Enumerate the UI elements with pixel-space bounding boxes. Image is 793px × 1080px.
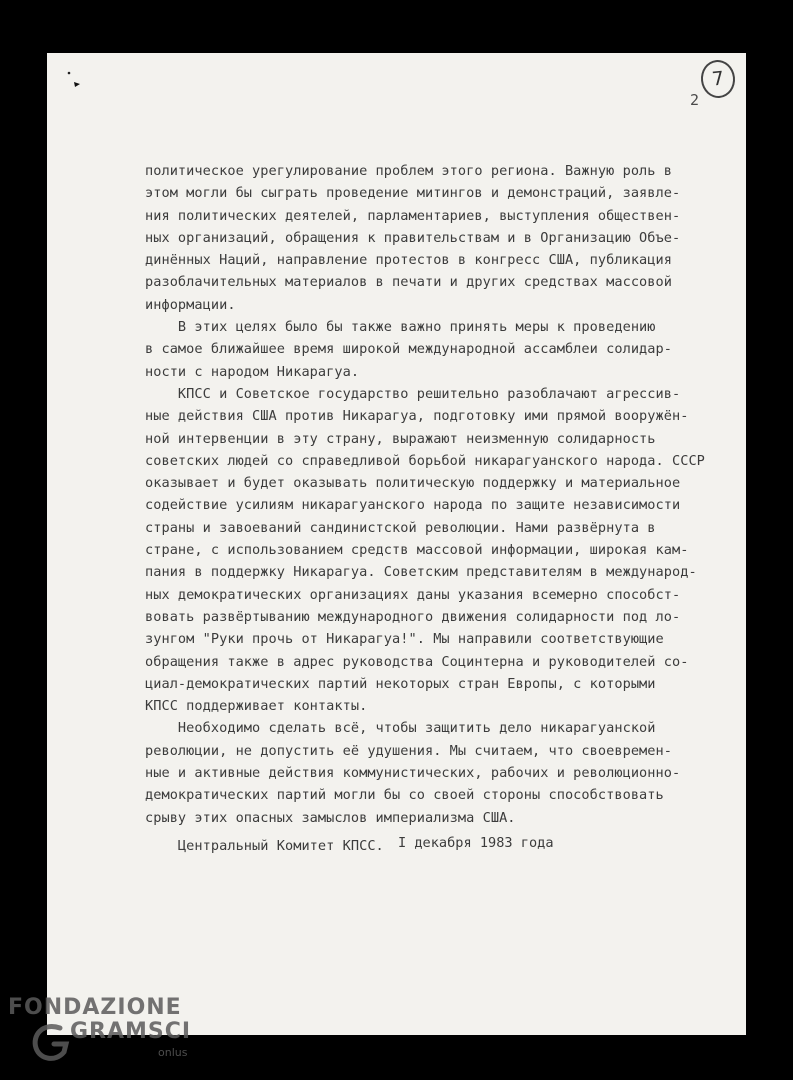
- body-line: пания в поддержку Никарагуа. Советским представителям в международ-: [145, 564, 697, 581]
- body-line: динённых Наций, направление протестов в конгресс США, публикация: [145, 252, 672, 269]
- body-line: этом могли бы сыграть проведение митингов и демонстраций, заявле-: [145, 185, 681, 202]
- body-line: ности с народом Никарагуа.: [145, 363, 360, 380]
- letter-body: [145, 160, 735, 857]
- body-line: содействие усилиям никарагуанского народа по защите независимости: [145, 497, 681, 514]
- body-line: вовать развёртыванию международного движения солидарности под ло-: [145, 608, 681, 625]
- body-line: КПСС и Советское государство решительно разоблачают агрессив-: [145, 385, 681, 402]
- watermark-line-3: onlus: [158, 1046, 188, 1059]
- body-line: информации.: [145, 296, 236, 313]
- body-line: КПСС поддерживает контакты.: [145, 698, 368, 715]
- body-line: ные действия США против Никарагуа, подготовку ими прямой вооружён-: [145, 408, 689, 425]
- body-line: ной интервенции в эту страну, выражают неизменную солидарность: [145, 430, 656, 447]
- dust-speck-icon: [66, 70, 84, 90]
- body-line: Необходимо сделать всё, чтобы защитить дело никарагуанской: [145, 720, 656, 737]
- body-line: обращения также в адрес руководства Социнтерна и руководителей со-: [145, 653, 689, 670]
- body-line: демократических партий могли бы со своей стороны способствовать: [145, 787, 664, 804]
- body-line: зунгом "Руки прочь от Никарагуа!". Мы направили соответствующие: [145, 631, 664, 648]
- fondazione-gramsci-watermark-logo: [8, 992, 208, 1072]
- body-line: политическое урегулирование проблем этого региона. Важную роль в: [145, 163, 672, 179]
- body-line: стране, с использованием средств массовой информации, широкая кам-: [145, 542, 689, 559]
- body-line: В этих целях было бы также важно принять меры к проведению: [145, 319, 656, 336]
- body-line: разоблачительных материалов в печати и других средствах массовой: [145, 274, 672, 291]
- watermark-g-swirl-icon: [35, 1027, 66, 1059]
- page-number: 2: [690, 91, 700, 109]
- watermark-line-1: FONDAZIONE: [8, 995, 182, 1020]
- body-line: ных демократических организациях даны указания всемерно способст-: [145, 586, 681, 603]
- watermark-line-2: GRAMSCI: [70, 1019, 192, 1044]
- body-line: революции, не допустить её удушения. Мы считаем, что своевремен-: [145, 742, 672, 759]
- body-line: циал-демократических партий некоторых стран Европы, с которыми: [145, 675, 656, 692]
- signature: Центральный Комитет КПСС.: [145, 837, 384, 854]
- archive-folio-number: 7: [710, 67, 726, 91]
- body-line: ных организаций, обращения к правительствам и в Организацию Объе-: [145, 229, 681, 246]
- body-line: ные и активные действия коммунистических, рабочих и революционно-: [145, 765, 681, 782]
- body-line: срыву этих опасных замыслов империализма США.: [145, 809, 516, 826]
- body-line: страны и завоеваний сандинистской революции. Нами развёрнута в: [145, 519, 656, 536]
- body-line: ния политических деятелей, парламентариев, выступления обществен-: [145, 207, 681, 224]
- body-line: советских людей со справедливой борьбой никарагуанского народа. СССР: [145, 452, 705, 469]
- document-date: I декабря 1983 года: [398, 835, 554, 851]
- body-line: в самое ближайшее время широкой международной ассамблеи солидар-: [145, 341, 672, 358]
- body-line: оказывает и будет оказывать политическую поддержку и материальное: [145, 475, 681, 492]
